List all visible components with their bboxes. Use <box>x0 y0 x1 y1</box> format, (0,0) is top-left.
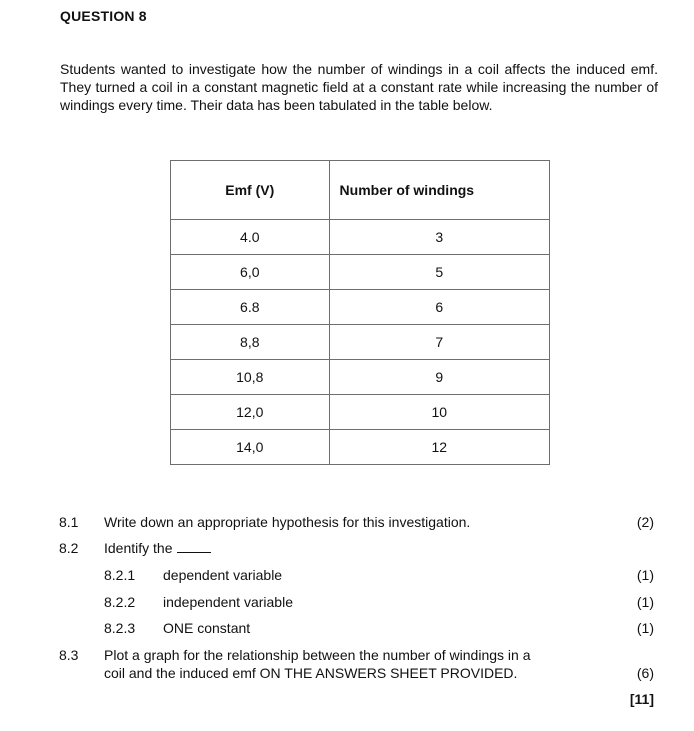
question-marks: (6) <box>636 665 654 681</box>
question-title: QUESTION 8 <box>60 8 147 24</box>
data-table <box>170 160 550 465</box>
emf-cell: 12,0 <box>171 395 330 430</box>
table-row <box>171 220 550 255</box>
emf-cell: 10,8 <box>171 360 330 395</box>
emf-cell: 4.0 <box>171 220 330 255</box>
answer-blank-line <box>177 540 211 553</box>
table-row <box>171 325 550 360</box>
emf-cell: 6,0 <box>171 255 330 290</box>
question-intro: Students wanted to investigate how the number of windings in a coil affects the induced emf. They turned a coil in a constant magnetic field at a constant rate while increasing the number of windings every time. Their data has been tabulated in the table below. <box>60 61 658 113</box>
question-marks: (1) <box>636 620 654 636</box>
total-marks: [11] <box>629 691 654 707</box>
table-row <box>171 430 550 465</box>
table-row <box>171 290 550 325</box>
table-row <box>171 360 550 395</box>
question-text-line-2: coil and the induced emf ON THE ANSWERS SHEET PROVIDED. <box>104 665 518 681</box>
question-text-line-1: Plot a graph for the relationship between the number of windings in a <box>104 647 531 663</box>
header-windings: Number of windings <box>329 161 549 220</box>
question-number: 8.1 <box>59 514 79 530</box>
question-text: Write down an appropriate hypothesis for this investigation. <box>104 514 471 530</box>
emf-cell: 14,0 <box>171 430 330 465</box>
windings-cell: 10 <box>329 395 549 430</box>
question-number: 8.3 <box>59 647 79 663</box>
question-marks: (2) <box>636 514 654 530</box>
table-row <box>171 255 550 290</box>
windings-cell: 9 <box>329 360 549 395</box>
question-text: independent variable <box>163 594 293 610</box>
question-number: 8.2.3 <box>104 620 136 636</box>
windings-cell: 6 <box>329 290 549 325</box>
windings-cell: 7 <box>329 325 549 360</box>
question-text: ONE constant <box>163 620 251 636</box>
question-number: 8.2 <box>59 540 79 556</box>
question-text-label: Identify the <box>104 540 173 556</box>
question-number: 8.2.1 <box>104 567 136 583</box>
question-marks: (1) <box>636 567 654 583</box>
question-text: dependent variable <box>163 567 283 583</box>
question-marks: (1) <box>636 594 654 610</box>
emf-cell: 8,8 <box>171 325 330 360</box>
table-header-row <box>171 161 550 220</box>
windings-cell: 5 <box>329 255 549 290</box>
windings-cell: 3 <box>329 220 549 255</box>
windings-cell: 12 <box>329 430 549 465</box>
header-emf: Emf (V) <box>171 161 330 220</box>
table-row <box>171 395 550 430</box>
question-text <box>104 539 211 557</box>
question-number: 8.2.2 <box>104 594 136 610</box>
emf-cell: 6.8 <box>171 290 330 325</box>
question-8-3 <box>0 646 694 686</box>
